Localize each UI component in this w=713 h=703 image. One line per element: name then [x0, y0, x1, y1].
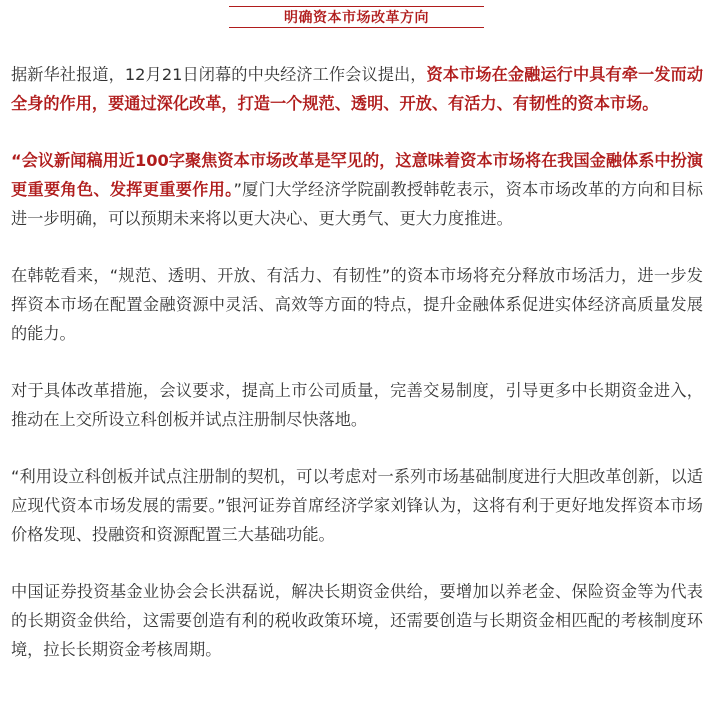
paragraph-3-text: 在韩乾看来，“规范、透明、开放、有活力、有韧性”的资本市场将充分释放市场活力，进一步发挥资本市场在配置金融资源中灵活、高效等方面的特点，提升金融体系促进实体经济高质量发展的能力。	[11, 266, 703, 343]
title-banner	[229, 6, 484, 28]
paragraph-1	[11, 60, 703, 118]
paragraph-5	[11, 462, 703, 549]
paragraph-1-text: 据新华社报道，12月21日闭幕的中央经济工作会议提出，	[11, 65, 427, 84]
paragraph-4-text: 对于具体改革措施，会议要求，提高上市公司质量，完善交易制度，引导更多中长期资金进入，推动在上交所设立科创板并试点注册制尽快落地。	[11, 381, 703, 429]
paragraph-6-text: 中国证券投资基金业协会会长洪磊说，解决长期资金供给，要增加以养老金、保险资金等为代表的长期资金供给，这需要创造有利的税收政策环境，还需要创造与长期资金相匹配的考核制度环境，拉长长期资金考核周期。	[11, 582, 703, 659]
paragraph-4	[11, 376, 703, 434]
paragraph-2-text: ”厦门大学经济学院副教授韩乾表示，资本市场改革的方向和目标进一步明确，可以预期未来将以更大决心、更大勇气、更大力度推进。	[11, 180, 703, 228]
paragraph-6	[11, 577, 703, 664]
paragraph-2-highlight: “会议新闻稿用近100字聚焦资本市场改革是罕见的，这意味着资本市场将在我国金融体系中扮演更重要角色、发挥更重要作用。	[11, 151, 703, 199]
article-title: 明确资本市场改革方向	[284, 10, 429, 26]
paragraph-3	[11, 261, 703, 348]
paragraph-1-highlight: 资本市场在金融运行中具有牵一发而动全身的作用，要通过深化改革，打造一个规范、透明、开放、有活力、有韧性的资本市场。	[11, 65, 704, 113]
paragraph-5-text: “利用设立科创板并试点注册制的契机，可以考虑对一系列市场基础制度进行大胆改革创新，以适应现代资本市场发展的需要。”银河证券首席经济学家刘锋认为，这将有利于更好地发挥资本市场价格发现、投融资和资源配置三大基础功能。	[11, 467, 703, 544]
article-body	[11, 60, 703, 692]
paragraph-2	[11, 146, 703, 233]
